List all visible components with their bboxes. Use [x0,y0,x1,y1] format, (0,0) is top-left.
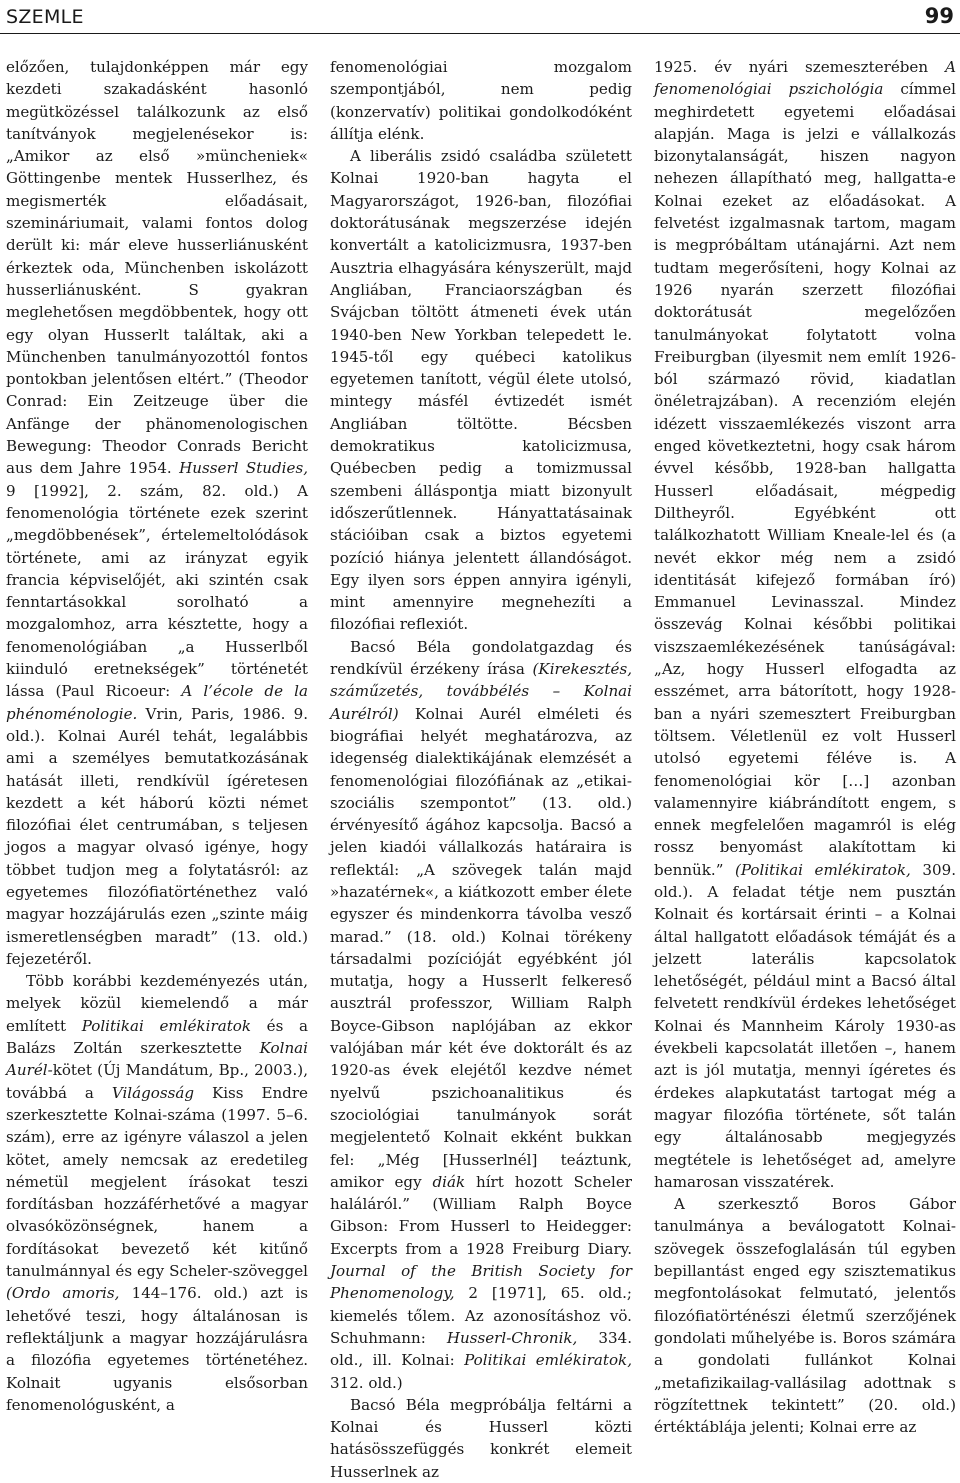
italic-text: (Ordo amoris, [6,1284,120,1303]
text-run: 312. old.) [330,1373,403,1392]
text-run: 334. old., ill. Kolnai: [330,1328,633,1370]
text-run: 9 [1992], 2. szám, 82. old.) A fenomenológia története ezek szerint „megdöbbenések”, értelemeltolódások története, ami az irányzat egyik francia képviselőjét, aki szintén csak fenntartásokkal sorolható a mozgalomhoz, arra késztette, hogy a fenomenológiában „a Husserlből kiinduló eretnekségek” történetét lássa (Paul Ricoeur: [6,481,308,701]
paragraph [330,1394,632,1483]
text-run: Vrin, Paris, 1986. 9. old.). Kolnai Aurél tehát, legalábbis ami a személyes bemutatkozásának hatását illeti, rendkívül ígéretesen kezdett a két háború közti német filozófiai élet centrumában, s teljesen jogos a magyar olvasó igénye, hogy többet tudjon meg a folytatásról: az egyetemes filozófiatörténethez való magyar hozzájárulás ezen „szinte máig ismeretlenségben maradt” (13. old.) fejezetéről. [6,704,308,968]
running-head: SZEMLE [6,6,84,28]
paragraph [6,970,308,1416]
text-column-1 [6,56,308,1416]
italic-text: A l’école de la phénoménologie. [6,682,309,723]
text-run: címmel meghirdetett egyetemi előadásai alapján. Maga is jelzi e vállalkozás bizonytalanságát, hiszen nagyon nehezen állapítható meg, hallgatta-e Kolnai ezeket az előadásokat. A felvetést izgalmasnak tartom, magam is megpróbáltam utánajárni. Azt nem tudtam megerősíteni, hogy Kolnai az 1926 nyarán szerzett filozófiai doktorátusát megelőzően tanulmányokat folytatott volna Freiburgban (ilyesmit nem említ 1926-ból származó rövid, kiadatlan önéletrajzában). A recenzióm elején idézett visszaemlékezés viszont arra enged következtetni, hogy csak három évvel később, 1928-ban hallgatta Husserl előadásait, mégpedig Diltheyről. Egyébként ott találkozhatott William Kneale-lel és (a nevét ekkor még nem a zsidó identitását kifejező formában író) Emmanuel Levinasszal. Mindez összevág Kolnai későbbi politikai viszszaemlékezésének tanúságával: „Az, hogy Husserl elfogadta az esszémet, arra bátorított, hogy 1928-ban a nyári szemesztert Freiburgban töltsem. Véletlenül ez volt Husserl utolsó egyetemi féléve is. A fenomenológiai kör […] azonban valamennyire kiábrándított engem, s ennek megfelelően magamról is elég rossz benyomást alakítottam ki bennük.” [654,80,957,879]
italic-text: Kolnai Aurél- [6,1039,308,1080]
text-run: 144–176. old.) azt is lehetővé teszi, hogy általánosan is reflektáljunk a magyar hozzájárulásra a filozófia egyetemes történetéhez. Kolnait ugyanis elsősorban fenomenológusként, a [6,1284,308,1414]
page-number: 99 [924,4,954,28]
italic-text: A fenomenológiai pszichológia [654,58,956,99]
italic-text: (Kirekesztés, száműzetés, továbbélés – Kolnai Aurélról) [330,660,632,723]
text-run: 2 [1971], 65. old.; kiemelés tőlem. Az azonosításhoz vö. Schuhmann: [330,1284,632,1347]
page-header [0,0,960,34]
italic-text: Journal of the British Society for Phenomenology, [330,1262,632,1303]
text-run: 1925. év nyári szemeszterében [654,58,946,76]
text-run: Bacsó Béla megpróbálja feltárni a Kolnai és Husserl közti hatásösszefüggés konkrét elemeit Husserlnek az [330,1395,632,1481]
text-run: Bacsó Béla gondolatgazdag és rendkívül érzékeny írása [330,637,632,679]
text-run: Kiss Endre szerkesztette Kolnai-száma (1997. 5–6. szám), erre az igényre válaszol a jelen kötet, amely nemcsak az eredetileg németül megjelent írásokat teszi fordításban hozzáférhetővé a magyar olvasóközönségnek, hanem a fordításokat bevezető két kitűnő tanulmánnyal és egy Scheler-szöveggel [6,1083,308,1281]
text-run: A szerkesztő Boros Gábor tanulmánya a beválogatott Kolnai-szövegek összefoglalásán túl egyben bepillantást enged egy szisztematikus megfontolásokat felmutató, jelentős filozófiatörténészi életmű szerzőjének gondolati műhelyébe is. Boros számára a gondolati fullánkot Kolnai „metafizikailag-vallásilag adottnak s rögzítettnek tekintett” (20. old.) értéktáblája jelenti; Kolnai erre az [654,1195,956,1437]
text-run: fenomenológiai mozgalom szempontjából, nem pedig (konzervatív) politikai gondolkodóként állítja elénk. [330,58,632,143]
italic-text: Politikai emlékiratok [81,1016,251,1035]
paragraph [330,636,632,1394]
text-run: Több korábbi kezdeményezés után, melyek közül kiemelendő a már említett [6,972,308,1035]
text-column-2 [330,56,632,1483]
paragraph [330,145,632,636]
text-run: A liberális zsidó családba született Kolnai 1920-ban hagyta el Magyarországot, 1926-ban, filozófiai doktorátusának megszerzése idején konvertált a katolicizmusra, 1937-ben Ausztria elhagyására kényszerült, majd Angliában, Franciaországban és Svájcban töltött átmeneti évek után 1940-ben New Yorkban telepedett le. 1945-től egy québeci katolikus egyetemen tanított, végül élete utolsó, mintegy másfél évtizedét ismét Angliában töltötte. Bécsben demokratikus katolicizmusa, Québecben pedig a tomizmussal szembeni álláspontja miatt bizonyult időszerűtlennek. Hányattatásainak stációiban csak a biztos egyetemi pozíció hiánya jelentett állandóságot. Egy ilyen sors éppen annyira igényli, mint amennyire megnehezíti a filozófiai reflexiót. [330,147,632,634]
italic-text: diák [432,1172,466,1191]
italic-text: Világosság [111,1083,195,1102]
text-run: hírt hozott Scheler haláláról.” (William Ralph Boyce Gibson: From Husserl to Heidegger: Excerpts from a 1928 Freiburg Diary. [330,1172,633,1258]
text-run: kötet (Új Mandátum, Bp., 2003.), továbbá a [6,1061,308,1102]
italic-text: (Politikai emlékiratok, [734,860,911,879]
text-run: előzően, tulajdonképpen már egy kezdeti szakadásként hasonló megütközéssel találkozunk az első tanítványok megjelenésekor is: „Amikor az első »müncheniek« Göttingenbe mentek Husserlhez, és megismerték előadásait, szemináriumait, valami fontos dolog derült ki: már eleve husserliánusként érkeztek oda, Münchenben iskolázott husserliánusként. S gyakran meglehetősen megdöbbentek, hogy ott egy olyan Husserlt találtak, aki a Münchenben tanulmányozottól fontos pontokban jelentősen eltért.” (Theodor Conrad: Ein Zeitzeuge über die Anfänge der phänomenologischen Bewegung: Theodor Conrads Bericht aus dem Jahre 1954. [6,58,308,478]
text-run: 309. old.). A feladat tétje nem pusztán Kolnait és kortársait érinti – a Kolnai által hallgatott előadások témáját és a jelzett laterális kapcsolatok lehetőségét, például mint a Bacsó által felvetett rendkívül érdekes lehetőséget Kolnai és Mannheim Károly 1930-as évekbeli kapcsolatát illetően –, hanem azt is jól mutatja, mennyi ígéretes és érdekes alapkutatást tartogat még a magyar filozófia története, sőt talán egy általánosabb megjegyzés megtétele is lehetőséget ad, amelyre hamarosan visszatérek. [654,860,956,1191]
italic-text: Politikai emlékiratok, [464,1351,632,1370]
paragraph [654,1193,956,1438]
paragraph [330,56,632,145]
text-run: Kolnai Aurél elméleti és biográfiai helyét meghatározva, az idegenség dialektikájának elemzését a fenomenológiai filozófiának az „etikai-szociális szempontot” (13. old.) érvényesítő ágához kapcsolja. Bacsó a jelen kiadói vállalkozás határaira is reflektál: „A szövegek talán majd »hazatérnek«, a kiátkozott ember élete egyszer és mindenkorra távolba vesző marad.” (18. old.) Kolnai törékeny társadalmi pozícióját egyébként jól mutatja, hogy a Husserlt felkereső ausztrál professzor, William Ralph Boyce-Gibson naplójában az ekkor valójában már két éve doktorált és az 1920-as évek elejétől kezdve német nyelvű pszichoanalitikus és szociológiai tanulmányok sorát megjelentető Kolnait ekként bukkan fel: „Még [Husserlnél] teáztunk, amikor egy [330,704,632,1191]
paragraph [654,56,956,1193]
paragraph [6,56,308,970]
text-run: és a Balázs Zoltán szerkesztette [6,1016,308,1058]
italic-text: Husserl Studies, [179,459,308,478]
italic-text: Husserl-Chronik, [446,1328,578,1347]
text-column-3 [654,56,956,1438]
